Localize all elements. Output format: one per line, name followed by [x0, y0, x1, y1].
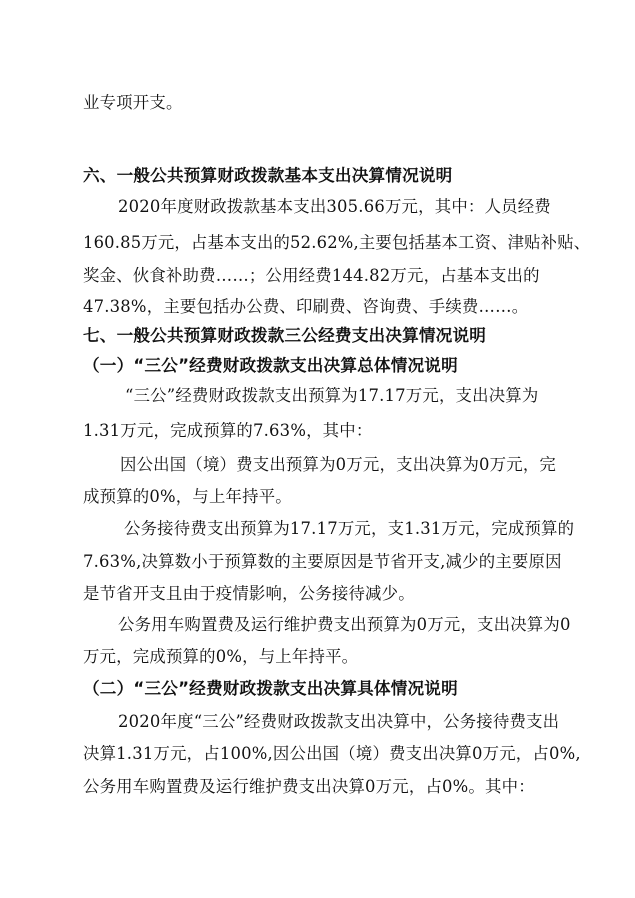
- paragraph-line: 万元，完成预算的0%，与上年持平。: [83, 647, 359, 666]
- paragraph-line: 奖金、伙食补助费……；公用经费144.82万元，占基本支出的: [83, 266, 540, 285]
- paragraph-line: 47.38%，主要包括办公费、印刷费、咨询费、手续费……。: [83, 297, 529, 316]
- paragraph-line: 7.63%,决算数小于预算数的主要原因是节省开支,减少的主要原因: [83, 552, 562, 571]
- paragraph-line: 是节省开支且由于疫情影响，公务接待减少。: [83, 584, 415, 603]
- paragraph-line: 成预算的0%，与上年持平。: [83, 487, 292, 506]
- paragraph-line: 公务接待费支出预算为17.17万元，支1.31万元，完成预算的: [124, 519, 575, 538]
- paragraph-line: 因公出国（境）费支出预算为0万元，支出决算为0万元，完: [120, 455, 557, 474]
- section-heading-6: 六、一般公共预算财政拨款基本支出决算情况说明: [83, 166, 453, 185]
- section-heading-7: 七、一般公共预算财政拨款三公经费支出决算情况说明: [83, 326, 487, 345]
- paragraph-line: 160.85万元，占基本支出的52.62%,主要包括基本工资、津贴补贴、: [83, 233, 591, 252]
- paragraph-line: 业专项开支。: [83, 93, 183, 112]
- paragraph-line: “三公”经费财政拨款支出预算为17.17万元，支出决算为: [125, 386, 539, 405]
- paragraph-line: 2020年度“三公”经费财政拨款支出决算中，公务接待费支出: [118, 712, 560, 731]
- paragraph-line: 公务用车购置费及运行维护费支出预算为0万元，支出决算为0: [118, 615, 571, 634]
- subsection-heading-1: （一）“三公”经费财政拨款支出决算总体情况说明: [83, 356, 458, 375]
- paragraph-line: 公务用车购置费及运行维护费支出决算0万元，占0%。其中：: [83, 777, 535, 796]
- paragraph-line: 决算1.31万元，占100%,因公出国（境）费支出决算0万元，占0%,: [83, 744, 581, 763]
- paragraph-line: 1.31万元，完成预算的7.63%，其中：: [83, 421, 373, 440]
- subsection-heading-2: （二）“三公”经费财政拨款支出决算具体情况说明: [83, 679, 458, 698]
- paragraph-line: 2020年度财政拨款基本支出305.66万元，其中：人员经费: [118, 197, 551, 216]
